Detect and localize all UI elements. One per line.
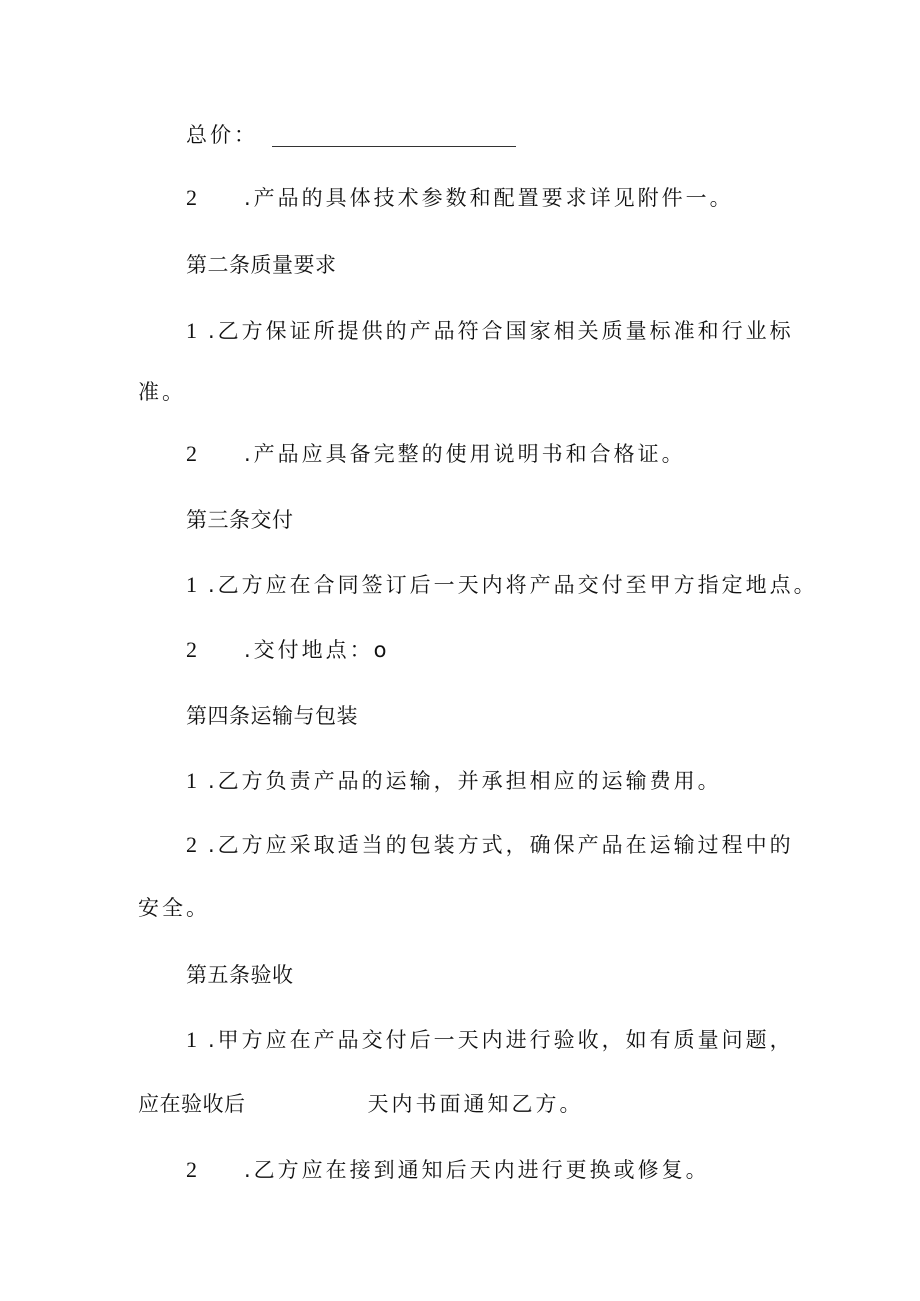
item-text: .乙方保证所提供的产品符合国家相关质量标准和行业标 [208, 319, 794, 343]
clause-2-item-2 [186, 439, 686, 469]
heading-article-3: 第三条交付 [186, 508, 294, 532]
item-number: 1 [186, 768, 197, 793]
item-text: .乙方负责产品的运输，并承担相应的运输费用。 [208, 769, 722, 793]
total-price-blank [272, 126, 516, 147]
item-number: 2 [186, 185, 197, 210]
heading-article-2: 第二条质量要求 [186, 253, 337, 277]
clause-5-item-2 [186, 1155, 710, 1185]
heading-article-5: 第五条验收 [186, 963, 294, 987]
continued-text-start: 应在验收后 [138, 1092, 246, 1116]
item-number: 1 [186, 572, 197, 597]
clause-3-item-1 [186, 570, 818, 600]
item-number: 2 [186, 637, 197, 662]
item-text: .产品的具体技术参数和配置要求详见附件一。 [244, 186, 734, 210]
clause-2-item-1 [186, 316, 794, 346]
clause-1-item-2 [186, 183, 734, 213]
clause-3-item-2 [186, 635, 390, 665]
total-price-label: 总价： [186, 123, 258, 147]
item-number: 2 [186, 441, 197, 466]
clause-5-item-1-continued [138, 1089, 584, 1119]
item-number: 1 [186, 318, 197, 343]
clause-5-item-1 [186, 1025, 794, 1055]
item-text: .乙方应在合同签订后一天内将产品交付至甲方指定地点。 [208, 573, 818, 597]
item-number: 2 [186, 1157, 197, 1182]
item-text: .交付地点：o [244, 638, 390, 662]
continued-text-end: 天内书面通知乙方。 [367, 1092, 584, 1116]
item-number: 1 [186, 1027, 197, 1052]
item-text: .乙方应采取适当的包装方式，确保产品在运输过程中的 [208, 833, 794, 857]
item-text: .甲方应在产品交付后一天内进行验收，如有质量问题， [208, 1028, 794, 1052]
clause-4-item-2 [186, 830, 794, 860]
clause-2-item-1-continued: 准。 [138, 380, 186, 404]
item-number: 2 [186, 832, 197, 857]
clause-4-item-1 [186, 766, 722, 796]
item-text: .产品应具备完整的使用说明书和合格证。 [244, 442, 686, 466]
total-price-line [186, 120, 516, 150]
heading-article-4: 第四条运输与包装 [186, 704, 358, 728]
clause-4-item-2-continued: 安全。 [138, 896, 210, 920]
item-text: .乙方应在接到通知后天内进行更换或修复。 [244, 1158, 710, 1182]
